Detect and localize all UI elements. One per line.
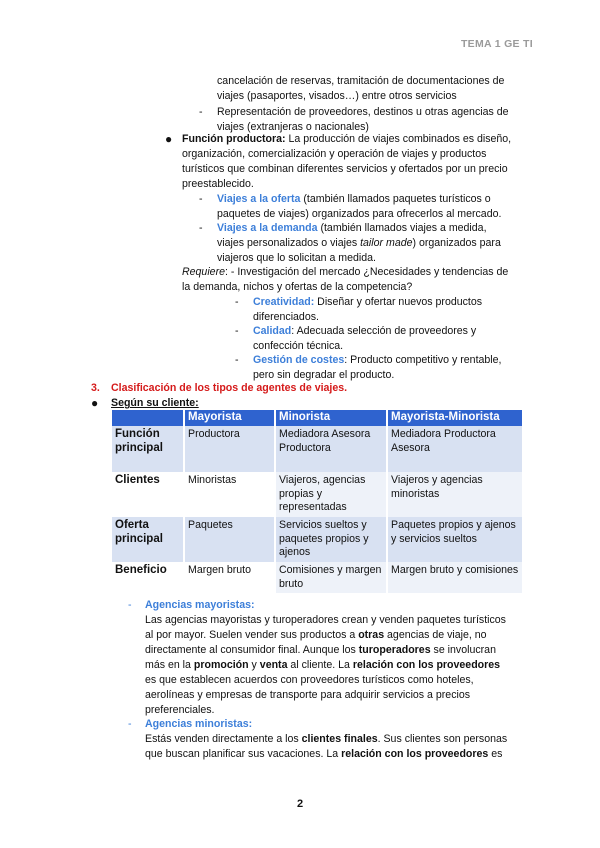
text-line: es que establecen acuerdos con proveedores turísticos como hoteles,: [145, 674, 474, 686]
funcion-productora-paragraph: [182, 132, 524, 192]
calidad-item: [253, 324, 524, 354]
dash-marker: -: [199, 106, 203, 118]
text-line: viajes (pasaportes, visados…) entre otros servicios: [217, 90, 457, 102]
table-header-cell: Minorista: [275, 410, 387, 426]
text-span: : - Investigación del mercado ¿Necesidades y tendencias de: [225, 266, 509, 278]
dash-marker: -: [235, 296, 239, 308]
row-header: Beneficio: [112, 562, 184, 593]
page-number: 2: [296, 798, 304, 810]
text-span: viajes personalizados o viajes: [217, 237, 361, 249]
text-line: pero sin degradar el producto.: [253, 369, 395, 381]
row-header: Función principal: [112, 426, 184, 472]
text-line: cancelación de reservas, tramitación de documentaciones de: [217, 75, 505, 87]
table-cell: Viajeros, agencias propias y representadas: [275, 472, 387, 517]
table-row: [112, 517, 523, 562]
requiere-paragraph: [182, 265, 524, 295]
text-span: Diseñar y ofertar nuevos productos: [314, 296, 483, 308]
table-header-cell: Mayorista-Minorista: [387, 410, 523, 426]
text-line: viajes (extranjeras o nacionales): [217, 121, 369, 133]
representacion-item: [217, 105, 523, 135]
text-line: Representación de proveedores, destinos u otras agencias de: [217, 106, 509, 118]
text-line: viajeros que lo solicitan a medida.: [217, 252, 376, 264]
text-span: (también llamados paquetes turísticos o: [300, 193, 491, 205]
minoristas-paragraph: [145, 732, 525, 762]
row-header: Clientes: [112, 472, 184, 517]
segun-cliente-heading: Según su cliente:: [111, 397, 199, 409]
text-line: diferenciados.: [253, 311, 319, 323]
text-span: . Sus clientes son personas: [377, 733, 508, 745]
text-line: organización, comercialización y operación de viajes y productos: [182, 148, 487, 160]
text-span: (también llamados viajes a medida,: [317, 222, 487, 234]
viajes-demanda-term: Viajes a la demanda: [217, 222, 318, 234]
text-span: ) organizados para: [412, 237, 501, 249]
table-cell: Paquetes propios y ajenos y servicios sueltos: [387, 517, 523, 562]
text-line: Las agencias mayoristas y turoperadores crean y venden paquetes turísticos: [145, 614, 506, 626]
table-cell: Minoristas: [184, 472, 275, 517]
bullet-icon: ●: [91, 396, 99, 410]
text-span: Estás venden directamente a los: [145, 733, 302, 745]
dash-marker: -: [199, 193, 203, 205]
table-cell: Productora: [184, 426, 275, 472]
text-line: preestablecido.: [182, 178, 254, 190]
table-header-cell: Mayorista: [184, 410, 275, 426]
text-span: que buscan planificar sus vacaciones. La: [145, 748, 342, 760]
bold-span: otras: [358, 629, 385, 641]
table-cell: Margen bruto: [184, 562, 275, 593]
table-header-row: [112, 410, 523, 426]
text-line: aerolíneas y empresas de transporte para adquirir servicios a precios: [145, 689, 471, 701]
text-span: más en la: [145, 659, 194, 671]
table-row: [112, 426, 523, 472]
text-span: : Adecuada selección de proveedores y: [291, 325, 477, 337]
dash-marker: -: [128, 718, 132, 730]
bold-span: relación con los proveedores: [341, 748, 489, 760]
section-title: Clasificación de los tipos de agentes de viajes.: [111, 382, 348, 394]
costes-item: [253, 353, 525, 383]
text-span: se involucran: [430, 644, 496, 656]
dash-marker: -: [235, 325, 239, 337]
table-cell: Mediadora Productora Asesora: [387, 426, 523, 472]
table-header-cell: [112, 410, 184, 426]
bold-span: venta: [259, 659, 288, 671]
viajes-oferta-term: Viajes a la oferta: [217, 193, 301, 205]
text-line: paquetes de viajes) organizados para ofrecerlos al mercado.: [217, 208, 502, 220]
text-line: la demanda, nichos y ofertas de la competencia?: [182, 281, 413, 293]
text-span: : Producto competitivo y rentable,: [344, 354, 502, 366]
section-number: 3.: [91, 382, 100, 394]
text-span: La producción de viajes combinados es diseño,: [285, 133, 512, 145]
text-span: directamente al consumidor final. Aunque los: [145, 644, 359, 656]
row-header: Oferta principal: [112, 517, 184, 562]
continuation-paragraph: [217, 74, 523, 104]
table-cell: Servicios sueltos y paquetes propios y ajenos: [275, 517, 387, 562]
viajes-oferta-item: [217, 192, 524, 222]
tailor-made-term: tailor made: [360, 237, 413, 249]
table-cell: Paquetes: [184, 517, 275, 562]
table-row: [112, 562, 523, 593]
bold-span: promoción: [193, 659, 249, 671]
text-line: preferenciales.: [145, 704, 215, 716]
creatividad-item: [253, 295, 524, 325]
requiere-label: Requiere: [182, 266, 225, 278]
running-header: TEMA 1 GE TI: [460, 38, 533, 50]
text-span: al cliente. La: [287, 659, 353, 671]
dash-marker: -: [235, 354, 239, 366]
table-cell: Comisiones y margen bruto: [275, 562, 387, 593]
text-line: confección técnica.: [253, 340, 344, 352]
text-line: turísticos que combinan diferentes servicios y ofertados por un precio: [182, 163, 508, 175]
classification-table: [112, 410, 524, 593]
calidad-term: Calidad: [253, 325, 292, 337]
text-span: y: [248, 659, 260, 671]
bullet-icon: ●: [165, 132, 173, 146]
funcion-productora-label: Función productora:: [182, 133, 286, 145]
costes-term: Gestión de costes: [253, 354, 345, 366]
text-span: es: [488, 748, 503, 760]
bold-span: clientes finales: [301, 733, 378, 745]
table-cell: Viajeros y agencias minoristas: [387, 472, 523, 517]
bold-span: turoperadores: [358, 644, 431, 656]
table-cell: Mediadora Asesora Productora: [275, 426, 387, 472]
creatividad-term: Creatividad:: [253, 296, 315, 308]
table-row: [112, 472, 523, 517]
viajes-demanda-item: [217, 221, 524, 266]
text-span: al por mayor. Suelen vender sus productos a: [145, 629, 359, 641]
bold-span: relación con los proveedores: [352, 659, 501, 671]
mayoristas-title: Agencias mayoristas:: [145, 599, 255, 611]
text-span: agencias de viaje, no: [384, 629, 487, 641]
table-cell: Margen bruto y comisiones: [387, 562, 523, 593]
minoristas-title: Agencias minoristas:: [145, 718, 253, 730]
dash-marker: -: [128, 599, 132, 611]
mayoristas-paragraph: [145, 613, 525, 718]
dash-marker: -: [199, 222, 203, 234]
